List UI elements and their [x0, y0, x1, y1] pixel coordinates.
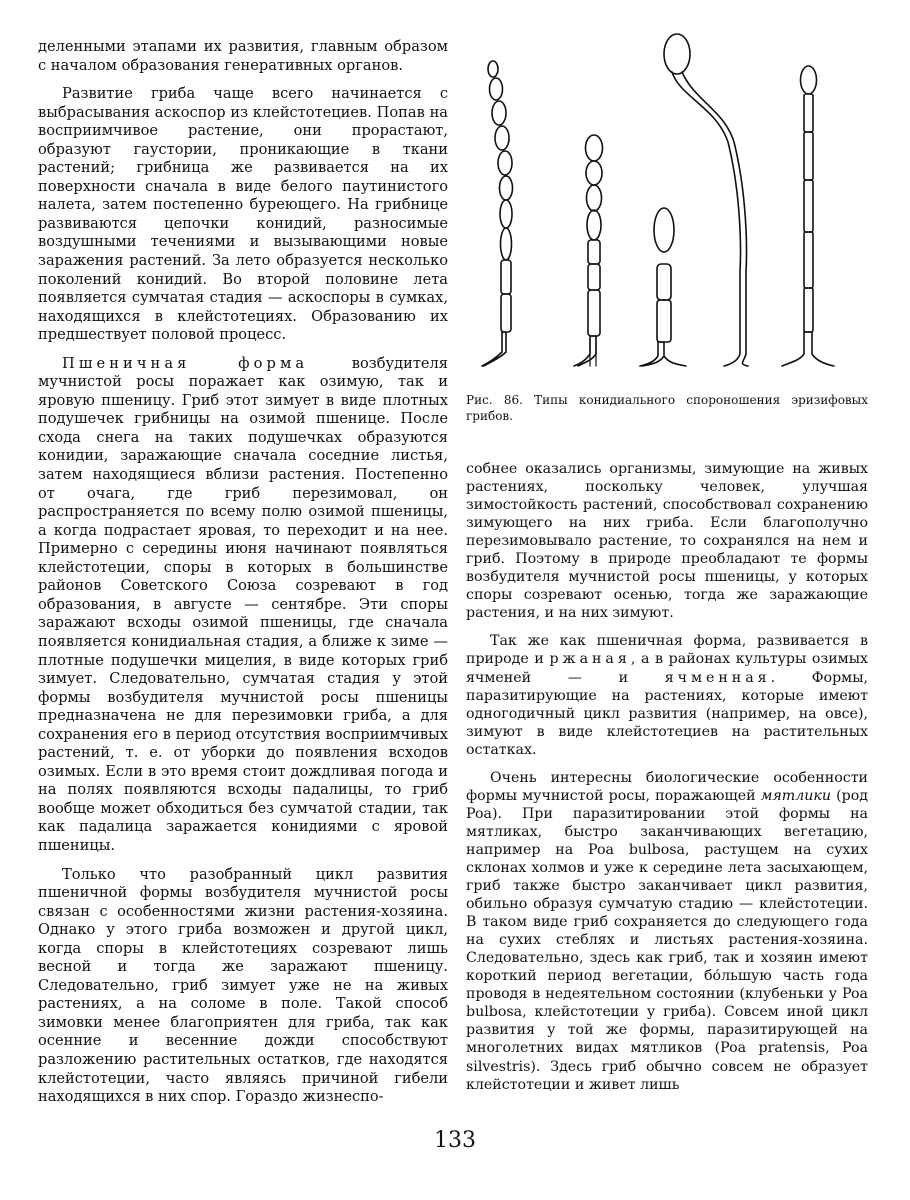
- conidial-chain-2: [574, 135, 603, 366]
- paragraph: Только что разобранный цикл развития пшеничной формы возбудителя мучнистой росы связан с особенностями жизни растения-хозяина. Однако у этого гриба возможен и другой цикл, когда споры в клейстотециях созревают лишь весной и тогда же заражают пшеницу. Следовательно, гриб зимует уже не на живых растениях, а на соломе в поле. Такой способ зимовки менее благоприятен для гриба, так как осенние и весенние дожди способствуют разложению растительных остатков, где находятся клейстотеции, часто являясь причиной гибели находящихся в них спор. Гораздо жизнеспо-: [38, 865, 448, 1106]
- paragraph: [466, 769, 868, 1094]
- paragraph: [466, 632, 868, 758]
- conidium-terminal-5: [782, 66, 834, 366]
- paragraph-text: возбудителя мучнистой росы поражает как озимую, так и яровую пшеницу. Гриб этот зимует в виде плотных подушечек грибницы на озимой пшенице. После схода снега на таких подушечках образуются конидии, заражающие сначала соседние листья, затем находящиеся вблизи растения. Постепенно от очага, где гриб перезимовал, он распространяется по всему полю озимой пшеницы, а когда подрастает яровая, то переходит и на нее. Примерно с середины июня начинают появляться клейстотеции, споры в которых в большинстве районов Советского Союза созревают в год образования, в августе — сентябре. Эти споры заражают всходы озимой пшеницы, где сначала появляется конидиальная стадия, а ближе к зиме — плотные подушечки мицелия, в виде которых гриб зимует. Следовательно, сумчатая стадия у этой формы возбудителя мучнистой росы пшеницы предназначена не для перезимовки гриба, а для сохранения его в период отсутствия восприимчивых растений, т. е. от уборки до появления всходов озимых. Если в это время стоит дождливая погода и на полях появляются всходы падалицы, то гриб вообще может обходиться без сумчатой стадии, так как падалица заражается конидиями с яровой пшеницы.: [38, 354, 449, 854]
- conidial-chain-1: [482, 61, 513, 366]
- conidium-single-3: [640, 208, 686, 366]
- paragraph-text: Очень интересны биологические особенности формы мучнистой росы, поражающей: [466, 769, 868, 804]
- left-text-column: [38, 38, 448, 1107]
- italic-term: мятлики: [760, 787, 832, 804]
- conidium-terminal-4: [664, 34, 748, 366]
- conidiophore-figure: [466, 32, 868, 384]
- paragraph-text: Так же как пшеничная форма, развивается в природе и: [466, 633, 868, 668]
- right-text-column: [466, 460, 868, 1094]
- paragraph: деленными этапами их развития, главным образом с началом образования генеративных органов.: [38, 38, 448, 74]
- paragraph: Развитие гриба чаще всего начинается с выбрасывания аскоспор из клейстотециев. Попав на восприимчивое растение, они прорастают, образуют гаустории, проникающие в ткани растений; грибница же развивается на их поверхности сначала в виде белого паутинистого налета, затем постепенно буреющего. На грибнице развиваются цепочки конидий, разносимые воздушными течениями и вызывающими новые заражения растений. За лето образуется несколько поколений конидий. Во второй половине лета появляется сумчатая стадия — аскоспоры в сумках, находящихся в клейстотециях. Образованию их предшествует половой процесс.: [38, 85, 448, 344]
- paragraph: собнее оказались организмы, зимующие на живых растениях, поскольку человек, улучшая зимостойкость растений, способствовал сохранению зимующего на них гриба. Если благополучно перезимовывало растение, то сохранялся на нем и гриб. Поэтому в природе преобладают те формы возбудителя мучнистой росы пшеницы, у которых споры созревают осенью, тогда же заражающие растения, и на них зимуют.: [466, 461, 868, 622]
- spaced-term: Пшеничная форма: [62, 354, 309, 372]
- spaced-term: ржаная: [549, 651, 631, 668]
- figure-caption: Рис. 86. Типы конидиального спороношения эризифовых грибов.: [466, 393, 868, 423]
- paragraph-text: , а в районах культуры озимых ячменей — и: [466, 651, 868, 686]
- page-number: 133: [434, 1128, 476, 1153]
- paragraph: [38, 355, 448, 856]
- paragraph-text: (род Poa). При паразитировании этой формы на мятликах, быстро заканчивающих вегетацию, например на Poa bulbosa, растущем на сухих склонах холмов и уже к середине лета засыхающем, гриб также быстро заканчивает цикл развития, обильно образуя сумчатую стадию — клейстотеции. В таком виде гриб сохраняется до следующего года на сухих стеблях и листьях растения-хозяина. Следовательно, здесь как гриб, так и хозяин имеют короткий период вегетации, бо́льшую часть года проводя в недеятельном состоянии (клубеньки у Poa bulbosa, клейстотеции у гриба). Совсем иной цикл развития у той же формы, паразитирующей на многолетних видах мятликов (Poa pratensis, Poa silvestris). Здесь гриб обычно совсем не образует клейстотеции и живет лишь: [466, 787, 869, 1093]
- paragraph-text: . Формы, паразитирующие на растениях, которые имеют одногодичный цикл развития (например, на овсе), зимуют в виде клейстотециев на растительных остатках.: [466, 669, 868, 758]
- spaced-term: ячменная: [664, 669, 771, 686]
